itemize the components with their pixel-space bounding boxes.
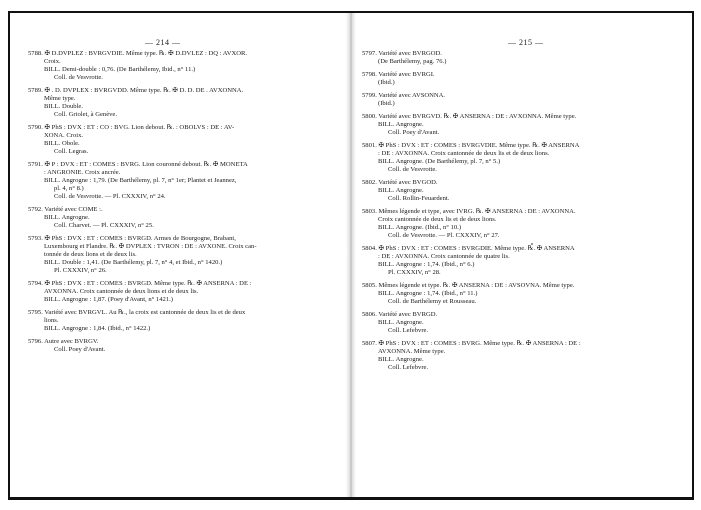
entry-heading: 5802. Variété avec BVGOD. <box>362 179 438 186</box>
entry-line: Croix cantonnée de deux lis et de deux lions. <box>378 216 497 223</box>
left-page-entries <box>28 50 338 359</box>
entry-line: Coll. Poey d'Avant. <box>54 346 106 353</box>
catalog-entry <box>362 311 678 335</box>
entry-line: Coll. Rollin-Feuardent. <box>388 195 450 202</box>
entry-line: pl. 4, n° 8.) <box>54 185 84 192</box>
entry-heading: 5803. Mêmes légende et type, avec IVRG. ℞. ✠ ANSERNA : DE : AVXONNA. <box>362 208 576 215</box>
entry-line: AVXONNA. Croix cantonnée de deux lions et de deux lis. <box>44 288 199 295</box>
catalog-entry <box>362 142 678 174</box>
entry-line: XONA. Croix. <box>44 132 84 139</box>
entry-heading: 5789. ✠ . D. DVPLEX : BVRGVDD. Même type. ℞. ✠ D. D. DE . AVXONNA. <box>28 87 244 94</box>
entry-heading: 5794. ✠ PhS : DVX : ET : COMES : BVRGD. Même type. ℞. ✠ ANSERNA : DE : <box>28 280 252 287</box>
entry-line: BILL. Angrogne : 1,74. (Ibid., n° 6.) <box>378 261 475 268</box>
page-number-left: — 214 — <box>145 38 181 47</box>
entry-line: BILL. Angrogne. <box>378 319 424 326</box>
entry-line: Coll. de Vesvrotte. <box>388 166 437 173</box>
entry-line: BILL. Angrogne. <box>44 214 90 221</box>
catalog-entry <box>362 179 678 203</box>
entry-line: BILL. Double : 1,41. (De Barthélemy, pl. 7, n° 4, et Ibid., n° 1420.) <box>44 259 223 266</box>
scan-border-right <box>692 11 694 500</box>
entry-heading: 5804. ✠ PhS : DVX : ET : COMES : BVRGDIE. Même type. ℞. ✠ ANSERNA <box>362 245 575 252</box>
entry-line: Coll. de Vesvrotte. — Pl. CXXXIV, n° 24. <box>54 193 166 200</box>
catalog-entry <box>362 245 678 277</box>
catalog-entry <box>28 309 338 333</box>
page-number-right: — 215 — <box>508 38 544 47</box>
entry-line: (De Barthélemy, pag. 76.) <box>378 58 447 65</box>
entry-heading: 5799. Variété avec AVSONNA. <box>362 92 446 99</box>
entry-line: BILL. Angrogne : 1,87. (Poey d'Avant, n° 1421.) <box>44 296 173 303</box>
entry-heading: 5795. Variété avec BVRGVL. Au ℞., la croix est cantonnée de deux lis et de deux <box>28 309 246 316</box>
entry-heading: 5797. Variété avec BVRGOD. <box>362 50 442 57</box>
entry-line: Pl. CXXXIV, n° 28. <box>388 269 441 276</box>
catalog-entry <box>28 50 338 82</box>
catalog-entry <box>362 113 678 137</box>
entry-line: BILL. Angrogne. <box>378 121 424 128</box>
entry-line: : DE : AVXONNA. Croix cantonnée de quatre lis. <box>378 253 510 260</box>
entry-line: Coll. Legras. <box>54 148 89 155</box>
catalog-entry <box>28 124 338 156</box>
scan-border-bottom <box>8 497 694 500</box>
entry-line: BILL. Angrogne. (Ibid., n° 10.) <box>378 224 462 231</box>
entry-heading: 5806. Variété avec BVRGD. <box>362 311 438 318</box>
entry-line: BILL. Double. <box>44 103 84 110</box>
entry-line: Coll. Griolet, à Genève. <box>54 111 117 118</box>
entry-heading: 5807. ✠ PhS : DVX : ET : COMES : BVRG. Même type. ℞. ✠ ANSERNA : DE : <box>362 340 581 347</box>
entry-heading: 5792. Variété avec COME :. <box>28 206 103 213</box>
book-gutter <box>346 13 356 497</box>
entry-line: Luxembourg et Flandre. ℞. ✠ DVPLEX : TVRON : DE : AVXONE. Croix can- <box>44 243 257 250</box>
entry-heading: 5790. ✠ PhS : DVX : ET : CO : BVG. Lion debout. ℞. : OBOLVS : DE : AV- <box>28 124 235 131</box>
entry-heading: 5801. ✠ PhS : DVX : ET : COMES : BVRGVDIE. Même type. ℞. ✠ ANSERNA <box>362 142 580 149</box>
catalog-entry <box>28 235 338 275</box>
entry-line: BILL. Obole. <box>44 140 80 147</box>
catalog-entry <box>28 87 338 119</box>
catalog-entry <box>362 92 678 108</box>
scan-border-left <box>8 11 10 500</box>
entry-line: Coll. Lefebvre. <box>388 364 429 371</box>
entry-line: AVXONNA. Même type. <box>378 348 446 355</box>
catalog-entry <box>28 206 338 230</box>
entry-line: Coll. Charvet. — Pl. CXXXIV, n° 25. <box>54 222 154 229</box>
entry-heading: 5800. Variété avec BVRGVD. ℞. ✠ ANSERNA : DE : AVXONNA. Même type. <box>362 113 577 120</box>
entry-heading: 5805. Mêmes légende et type. ℞. ✠ ANSERNA : DE : AVSOVNA. Même type. <box>362 282 575 289</box>
entry-heading: 5793. ✠ PhS : DVX : ET : COMES : BVRGD. Armes de Bourgogne, Brabant, <box>28 235 236 242</box>
catalog-entry <box>362 50 678 66</box>
entry-line: : ANGRONIE. Croix ancrée. <box>44 169 121 176</box>
entry-line: Coll. de Vesvrotte. — Pl. CXXXIV, n° 27. <box>388 232 500 239</box>
entry-line: Coll. de Barthélemy et Rousseau. <box>388 298 477 305</box>
entry-line: : DE : AVXONNA. Croix cantonnée de deux lis et de deux lions. <box>378 150 550 157</box>
entry-line: tonnée de deux lions et de deux lis. <box>44 251 137 258</box>
catalog-entry <box>362 282 678 306</box>
catalog-entry <box>362 71 678 87</box>
right-page-entries <box>362 50 678 377</box>
entry-line: BILL. Demi-double : 0,76. (De Barthélemy, Ibid., n° 11.) <box>44 66 196 73</box>
catalog-entry <box>28 338 338 354</box>
entry-line: Coll. de Vesvrotte. <box>54 74 103 81</box>
entry-line: Même type. <box>44 95 76 102</box>
entry-line: Coll. Poey d'Avant. <box>388 129 440 136</box>
catalog-entry <box>28 280 338 304</box>
catalog-entry <box>362 208 678 240</box>
entry-heading: 5796. Autre avec BVRGV. <box>28 338 99 345</box>
entry-line: BILL. Angrogne. (De Barthélemy, pl. 7, n° 5.) <box>378 158 501 165</box>
entry-line: lions. <box>44 317 59 324</box>
catalog-entry <box>28 161 338 201</box>
entry-line: (Ibid.) <box>378 79 395 86</box>
entry-line: BILL. Angrogne : 1,74. (Ibid., n° 11.) <box>378 290 478 297</box>
entry-line: BILL. Angrogne : 1,84. (Ibid., n° 1422.) <box>44 325 151 332</box>
entry-heading: 5788. ✠ D.DVPLEZ : BVRGVDIE. Même type. ℞. ✠ D.DVLEZ : DQ : AVXOR. <box>28 50 248 57</box>
entry-heading: 5798. Variété avec BVRGI. <box>362 71 435 78</box>
catalog-entry <box>362 340 678 372</box>
entry-line: BILL. Angrogne. <box>378 356 424 363</box>
entry-line: BILL. Angrogne : 1,79. (De Barthélemy, pl. 7, n° 1er; Plantet et Jeannez, <box>44 177 237 184</box>
entry-line: (Ibid.) <box>378 100 395 107</box>
entry-line: Pl. CXXXIV, n° 26. <box>54 267 107 274</box>
entry-heading: 5791. ✠ P : DVX : ET : COMES : BVRG. Lion couronné debout. ℞. ✠ MONETA <box>28 161 248 168</box>
entry-line: BILL. Angrogne. <box>378 187 424 194</box>
entry-line: Coll. Lefebvre. <box>388 327 429 334</box>
entry-line: Croix. <box>44 58 61 65</box>
